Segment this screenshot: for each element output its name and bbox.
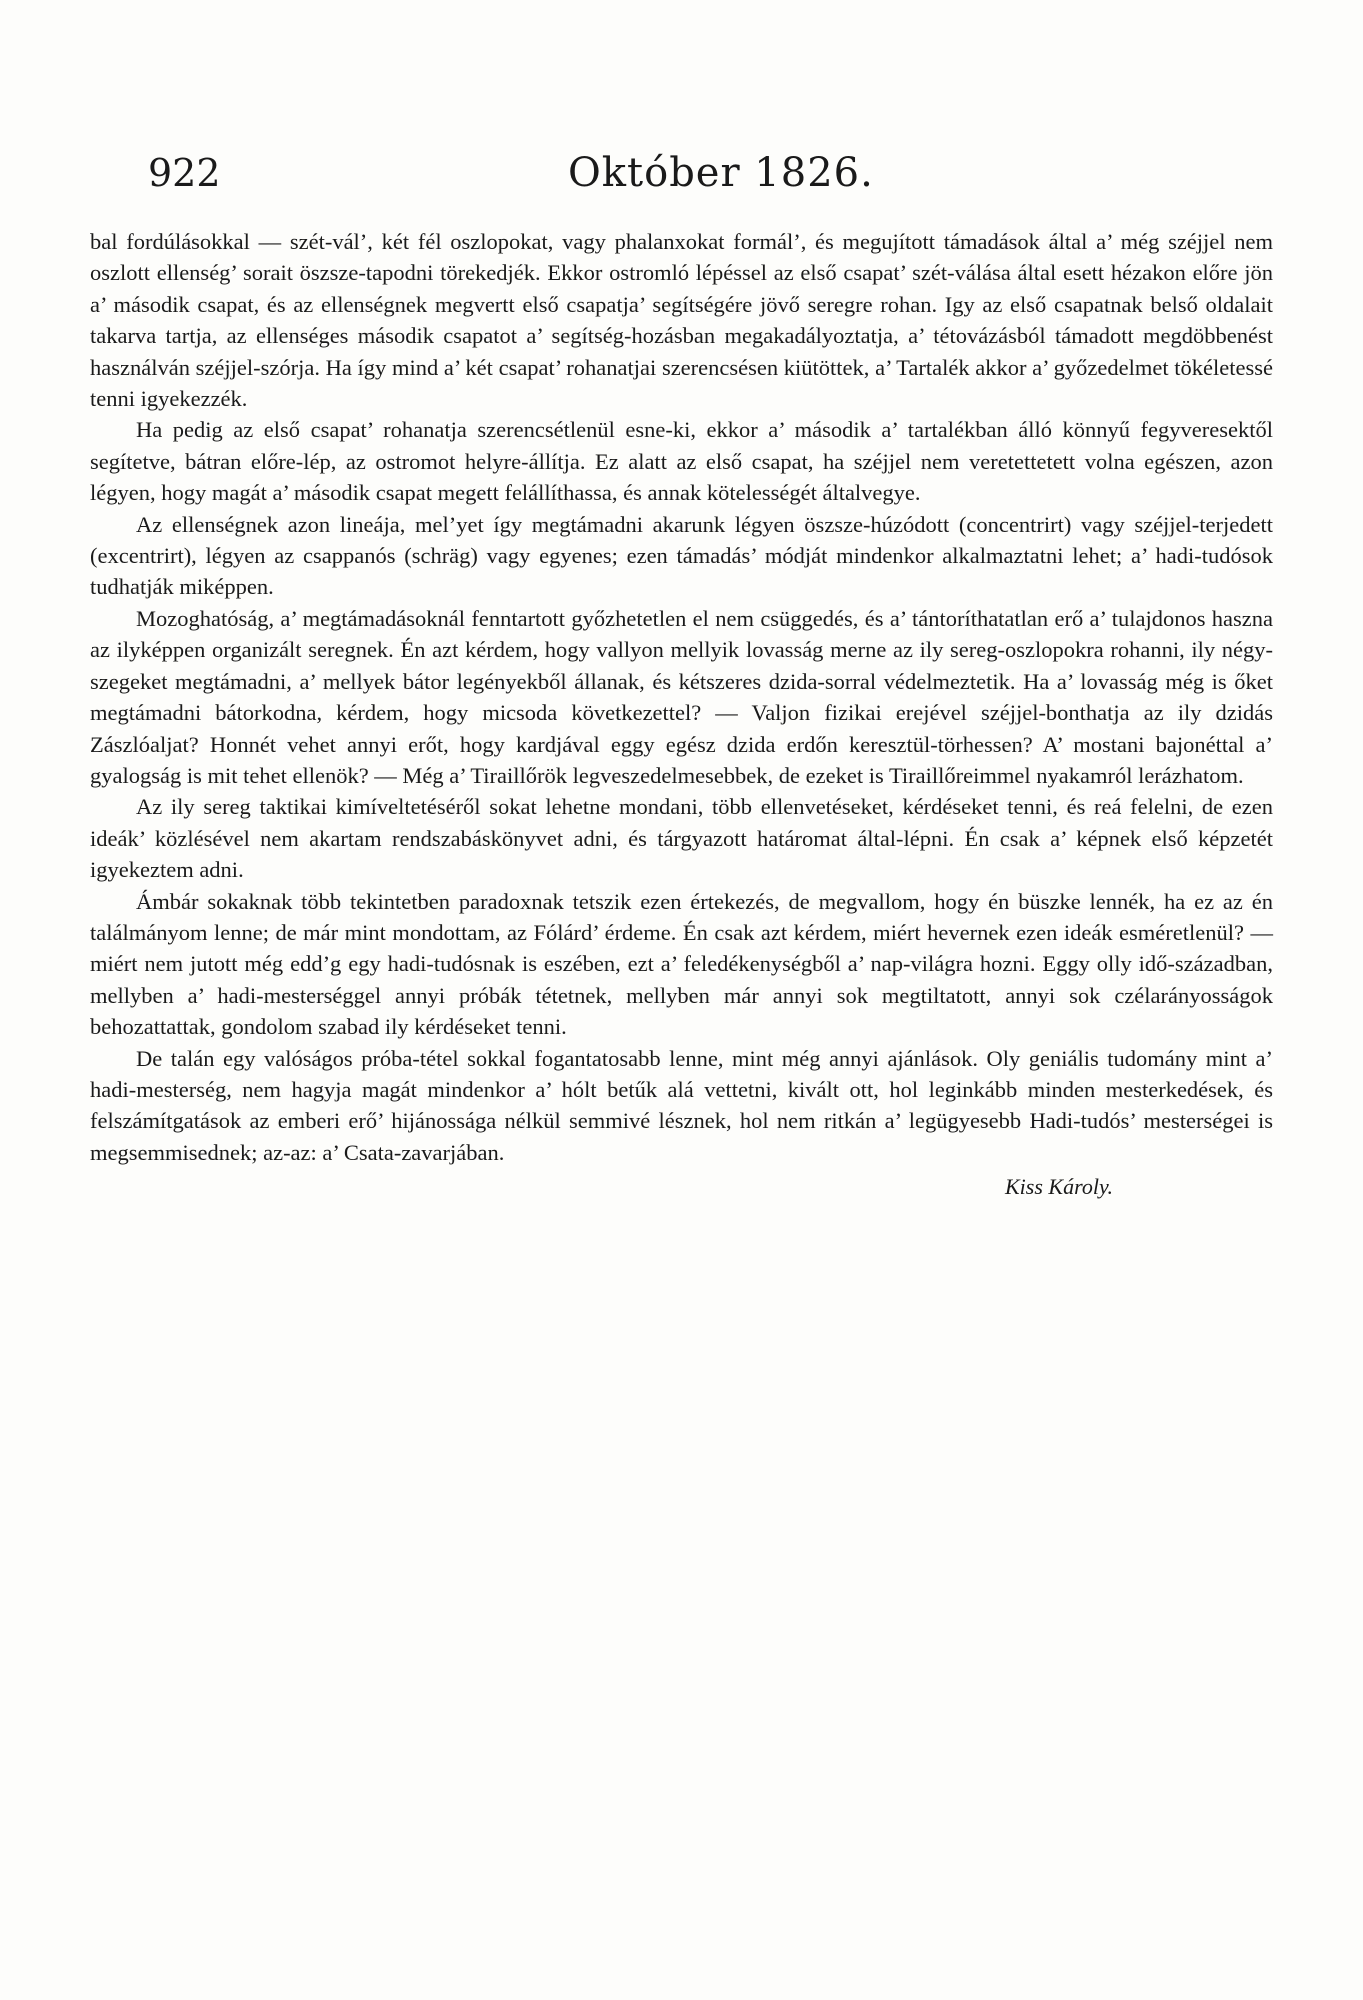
- running-title: Október 1826.: [568, 150, 874, 196]
- paragraph: De talán egy valóságos próba-tétel sokkal fogantatosabb lenne, mint még annyi ajánlások. Oly geniális tudomány mint a’ hadi-mesterség, nem hagyja magát mindenkor a’ hólt betűk alá vettetni, kivált ott, hol leginkább minden mesterkedések, és felszámítgatások az emberi erő’ hijánossága nélkül semmivé lésznek, hol nem ritkán a’ legügyesebb Hadi-tudós’ mesterségei is megsemmisednek; az-az: a’ Csata-zavarjában.: [90, 1045, 1273, 1165]
- author-signature: Kiss Károly.: [1005, 1174, 1113, 1200]
- article-body: [90, 226, 1273, 1168]
- page-header: [148, 150, 1273, 196]
- paragraph: Az ellenségnek azon lineája, mel’yet így megtámadni akarunk légyen öszsze-húzódott (concentrirt) vagy széjjel-terjedett (excentrirt), légyen az csappanós (schräg) vagy egyenes; ezen támadás’ módját mindenkor alkalmaztatni lehet; a’ hadi-tudósok tudhatják miképpen.: [90, 511, 1273, 600]
- paragraph: bal fordúlásokkal — szét-vál’, két fél oszlopokat, vagy phalanxokat formál’, és megujított támadások által a’ még széjjel nem oszlott ellenség’ sorait öszsze-tapodni törekedjék. Ekkor ostromló lépéssel az első csapat’ szét-válása által esett hézakon előre jön a’ második csapat, és az ellenségnek megvertt első csapatja’ segítségére jövő seregre rohan. Igy az első csapatnak belső oldalait takarva tartja, az ellenséges második csapatot a’ segítség-hozásban megakadályoztatja, a’ tétovázásból támadott megdöbbenést használván széjjel-szórja. Ha így mind a’ két csapat’ rohanatjai szerencsésen kiütöttek, a’ Tartalék akkor a’ győzedelmet tökéletessé tenni igyekezzék.: [90, 229, 1273, 412]
- paragraph: Mozoghatóság, a’ megtámadásoknál fenntartott győzhetetlen el nem csüggedés, és a’ tántoríthatatlan erő a’ tulajdonos haszna az ilyképpen organizált seregnek. Én azt kérdem, hogy vallyon mellyik lovasság merne az ily sereg-oszlopokra rohanni, ily négy-szegeket megtámadni, a’ mellyek bátor legényekből állanak, és kétszeres dzida-sorral védelmeztetik. Ha a’ lovasság még is őket megtámadni bátorkodna, kérdem, hogy micsoda következettel? — Valjon fizikai erejével széjjel-bonthatja az ily dzidás Zászlóaljat? Honnét vehet annyi erőt, hogy kardjával eggy egész dzida erdőn keresztül-törhessen? A’ mostani bajonéttal a’ gyalogság is mit tehet ellenök? — Még a’ Tiraillőrök legveszedelmesebbek, de ezeket is Tiraillőreimmel nyakamról lerázhatom.: [90, 605, 1273, 788]
- paragraph: Ha pedig az első csapat’ rohanatja szerencsétlenül esne-ki, ekkor a’ második a’ tartalékban álló könnyű fegyveresektől segítetve, bátran előre-lép, az ostromot helyre-állítja. Ez alatt az első csapat, ha széjjel nem veretettetett volna egészen, azon légyen, hogy magát a’ második csapat megett felállíthassa, és annak kötelességét általvegye.: [90, 417, 1273, 506]
- page-number: 922: [148, 151, 221, 195]
- paragraph: Az ily sereg taktikai kimíveltetéséről sokat lehetne mondani, több ellenvetéseket, kérdéseket tenni, és reá felelni, de ezen ideák’ közlésével nem akartam rendszabáskönyvet adni, és tárgyazott határomat által-lépni. Én csak a’ képnek első képzetét igyekeztem adni.: [90, 794, 1273, 883]
- paragraph: Ámbár sokaknak több tekintetben paradoxnak tetszik ezen értekezés, de megvallom, hogy én büszke lennék, ha ez az én találmányom lenne; de már mint mondottam, az Fólárd’ érdeme. Én csak azt kérdem, miért hevernek ezen ideák esméretlenül? — miért nem jutott még edd’g egy hadi-tudósnak is eszében, ezt a’ feledékenységből a’ nap-világra hozni. Eggy olly idő-században, mellyben a’ hadi-mesterséggel annyi próbák tétetnek, mellyben már annyi sok megtiltatott, annyi sok czélarányosságok behozattattak, gondolom szabad ily kérdéseket tenni.: [90, 888, 1273, 1040]
